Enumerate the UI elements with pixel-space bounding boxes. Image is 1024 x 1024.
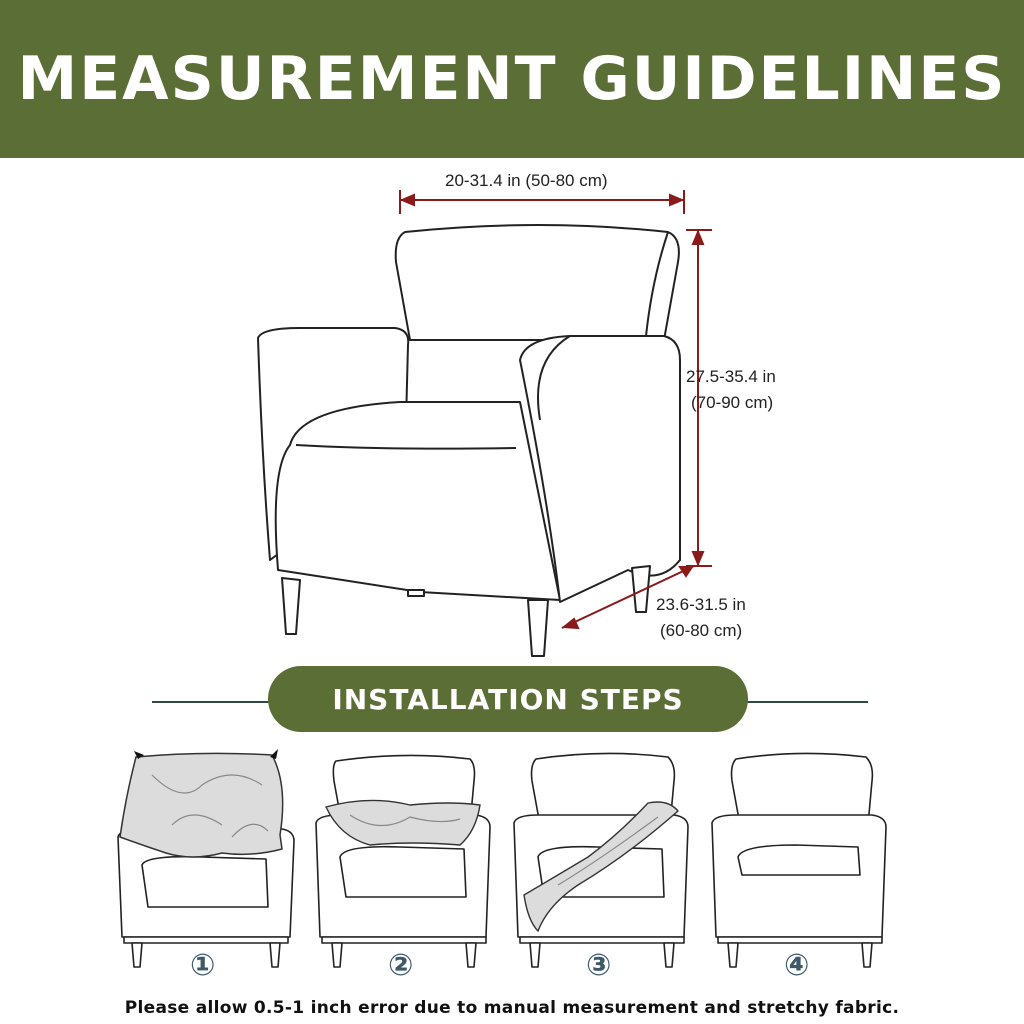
height-dimension-cm: (70-90 cm) bbox=[691, 393, 774, 412]
step-number-3: ③ bbox=[586, 948, 612, 983]
divider-left bbox=[152, 701, 272, 703]
depth-dimension-cm: (60-80 cm) bbox=[660, 621, 743, 640]
step-number-2: ② bbox=[388, 948, 414, 983]
step-number-1: ① bbox=[190, 948, 216, 983]
page-title: MEASUREMENT GUIDELINES bbox=[17, 44, 1007, 114]
installation-steps-banner bbox=[268, 666, 748, 732]
divider-right bbox=[744, 701, 868, 703]
depth-dimension-inches: 23.6-31.5 in bbox=[656, 595, 746, 614]
width-dimension-label: 20-31.4 in (50-80 cm) bbox=[445, 171, 608, 190]
installation-steps-title: INSTALLATION STEPS bbox=[332, 682, 684, 716]
header-banner bbox=[0, 0, 1024, 158]
height-dimension-inches: 27.5-35.4 in bbox=[686, 367, 776, 386]
footer-note: Please allow 0.5-1 inch error due to manual measurement and stretchy fabric. bbox=[124, 998, 900, 1018]
step-number-4: ④ bbox=[784, 948, 810, 983]
